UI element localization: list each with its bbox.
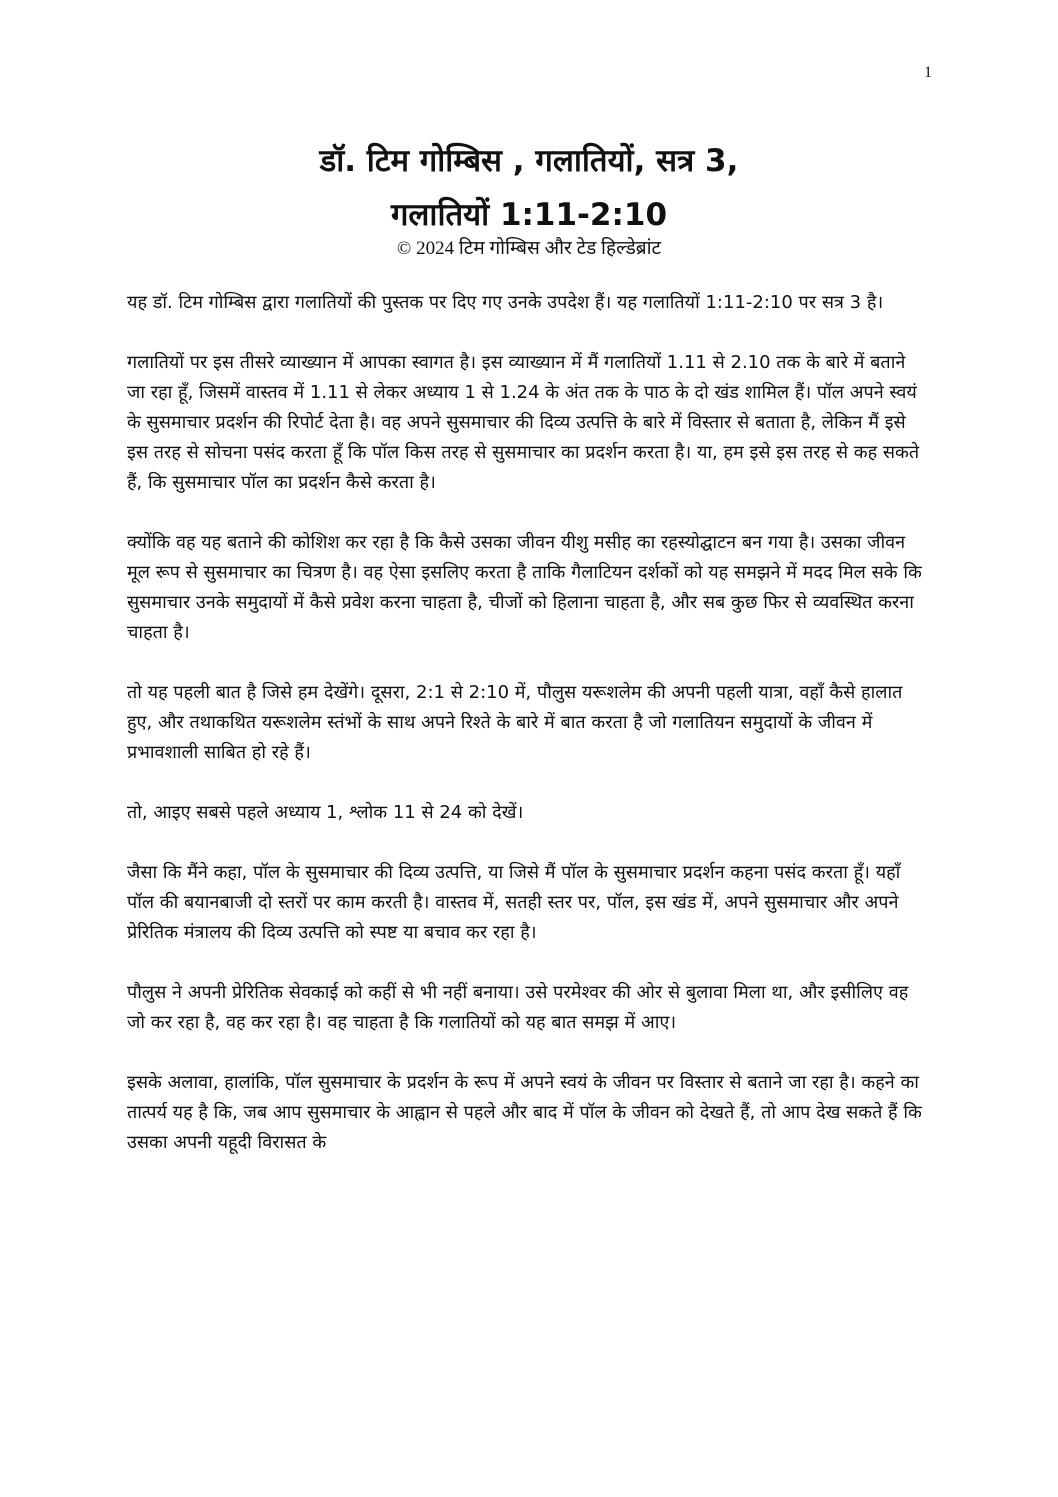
paragraph: जैसा कि मैंने कहा, पॉल के सुसमाचार की दिव्य उत्पत्ति, या जिसे मैं पॉल के सुसमाचार प्रदर्शन कहना पसंद करता हूँ। यहाँ पॉल की बयानबाजी दो स्तरों पर काम करती है। वास्तव में, सतही स्तर पर, पॉल, इस खंड में, अपने सुसमाचार और अपने प्रेरितिक मंत्रालय की दिव्य उत्पत्ति को स्पष्ट या बचाव कर रहा है। <box>127 862 901 943</box>
paragraph: क्योंकि वह यह बताने की कोशिश कर रहा है कि कैसे उसका जीवन यीशु मसीह का रहस्योद्घाटन बन गया है। उसका जीवन मूल रूप से सुसमाचार का चित्रण है। वह ऐसा इसलिए करता है ताकि गैलाटियन दर्शकों को यह समझने में मदद मिल सके कि सुसमाचार उनके समुदायों में कैसे प्रवेश करना चाहता है, चीजों को हिलाना चाहता है, और सब कुछ फिर से व्यवस्थित करना चाहता है। <box>127 532 922 643</box>
document-body <box>127 288 927 1188</box>
title-line-2: गलातियों 1:11-2:10 <box>390 197 668 233</box>
paragraph: यह डॉ. टिम गोम्बिस द्वारा गलातियों की पुस्तक पर दिए गए उनके उपदेश हैं। यह गलातियों 1:11-2:10 पर सत्र 3 है। <box>127 292 884 313</box>
paragraph: पौलुस ने अपनी प्रेरितिक सेवकाई को कहीं से भी नहीं बनाया। उसे परमेश्वर की ओर से बुलावा मिला था, और इसीलिए वह जो कर रहा है, वह कर रहा है। वह चाहता है कि गलातियों को यह बात समझ में आए। <box>127 982 909 1033</box>
paragraph: तो यह पहली बात है जिसे हम देखेंगे। दूसरा, 2:1 से 2:10 में, पौलुस यरूशलेम की अपनी पहली यात्रा, वहाँ कैसे हालात हुए, और तथाकथित यरूशलेम स्तंभों के साथ अपने रिश्ते के बारे में बात करता है जो गलातियन समुदायों के जीवन में प्रभावशाली साबित हो रहे हैं। <box>127 682 903 763</box>
paragraph: इसके अलावा, हालांकि, पॉल सुसमाचार के प्रदर्शन के रूप में अपने स्वयं के जीवन पर विस्तार से बताने जा रहा है। कहने का तात्पर्य यह है कि, जब आप सुसमाचार के आह्वान से पहले और बाद में पॉल के जीवन को देखते हैं, तो आप देख सकते हैं कि उसका अपनी यहूदी विरासत के <box>127 1072 922 1153</box>
title-line-1: डॉ. टिम गोम्बिस , गलातियों, सत्र 3, <box>319 143 739 179</box>
page-title <box>0 134 1058 242</box>
page-number: 1 <box>924 64 932 81</box>
copyright-line: © 2024 टिम गोम्बिस और टेड हिल्डेब्रांट <box>396 238 662 259</box>
paragraph: तो, आइए सबसे पहले अध्याय 1, श्लोक 11 से 24 को देखें। <box>127 802 524 823</box>
paragraph: गलातियों पर इस तीसरे व्याख्यान में आपका स्वागत है। इस व्याख्यान में मैं गलातियों 1.11 से 2.10 तक के बारे में बताने जा रहा हूँ, जिसमें वास्तव में 1.11 से लेकर अध्याय 1 से 1.24 के अंत तक के पाठ के दो खंड शामिल हैं। पॉल अपने स्वयं के सुसमाचार प्रदर्शन की रिपोर्ट देता है। वह अपने सुसमाचार की दिव्य उत्पत्ति के बारे में विस्तार से बताता है, लेकिन मैं इसे इस तरह से सोचना पसंद करता हूँ कि पॉल किस तरह से सुसमाचार का प्रदर्शन करता है। या, हम इसे इस तरह से कह सकते हैं, कि सुसमाचार पॉल का प्रदर्शन कैसे करता है। <box>127 352 920 493</box>
